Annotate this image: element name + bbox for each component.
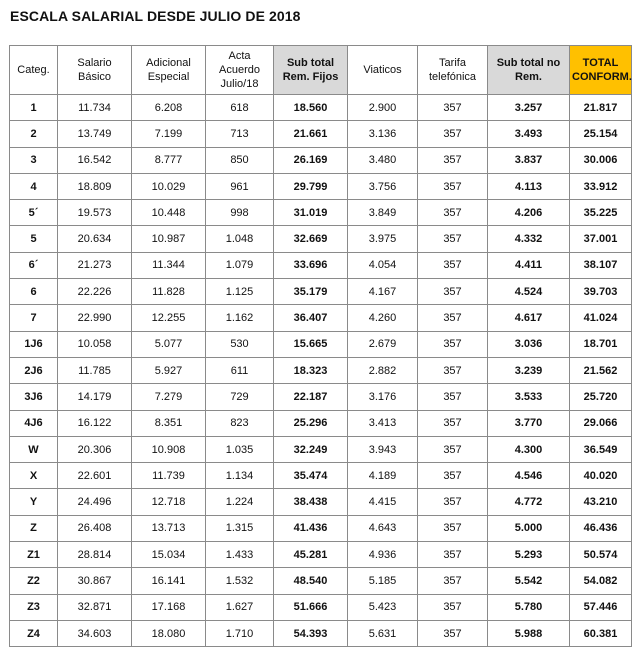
cell-salario-basico: 10.058: [58, 331, 132, 357]
cell-total-conform: 33.912: [570, 173, 632, 199]
table-row: [10, 95, 632, 121]
cell-salario-basico: 21.273: [58, 252, 132, 278]
cell-acta-acuerdo: 1.079: [206, 252, 274, 278]
cell-subtotal-no-rem: 3.837: [488, 147, 570, 173]
cell-tarifa-telefonica: 357: [418, 226, 488, 252]
cell-categ: 3: [10, 147, 58, 173]
cell-total-conform: 41.024: [570, 305, 632, 331]
cell-acta-acuerdo: 1.162: [206, 305, 274, 331]
cell-salario-basico: 32.871: [58, 594, 132, 620]
cell-acta-acuerdo: 1.532: [206, 568, 274, 594]
cell-viaticos: 4.054: [348, 252, 418, 278]
cell-categ: Y: [10, 489, 58, 515]
cell-salario-basico: 13.749: [58, 121, 132, 147]
cell-categ: 1: [10, 95, 58, 121]
cell-tarifa-telefonica: 357: [418, 594, 488, 620]
cell-total-conform: 38.107: [570, 252, 632, 278]
header-categ: Categ.: [10, 46, 58, 95]
cell-adicional-especial: 15.034: [132, 542, 206, 568]
cell-salario-basico: 24.496: [58, 489, 132, 515]
cell-acta-acuerdo: 611: [206, 357, 274, 383]
cell-salario-basico: 19.573: [58, 200, 132, 226]
cell-acta-acuerdo: 713: [206, 121, 274, 147]
cell-adicional-especial: 10.448: [132, 200, 206, 226]
cell-subtotal-rem-fijos: 29.799: [274, 173, 348, 199]
cell-categ: 4: [10, 173, 58, 199]
cell-acta-acuerdo: 1.048: [206, 226, 274, 252]
cell-subtotal-rem-fijos: 22.187: [274, 384, 348, 410]
cell-acta-acuerdo: 1.125: [206, 279, 274, 305]
cell-subtotal-no-rem: 4.332: [488, 226, 570, 252]
table-row: [10, 436, 632, 462]
table-row: [10, 173, 632, 199]
cell-viaticos: 5.185: [348, 568, 418, 594]
cell-categ: X: [10, 463, 58, 489]
table-row: [10, 515, 632, 541]
cell-categ: 5´: [10, 200, 58, 226]
cell-adicional-especial: 8.777: [132, 147, 206, 173]
cell-subtotal-no-rem: 4.546: [488, 463, 570, 489]
cell-subtotal-no-rem: 4.524: [488, 279, 570, 305]
cell-acta-acuerdo: 618: [206, 95, 274, 121]
cell-tarifa-telefonica: 357: [418, 568, 488, 594]
table-row: [10, 305, 632, 331]
cell-subtotal-no-rem: 5.780: [488, 594, 570, 620]
cell-total-conform: 25.720: [570, 384, 632, 410]
cell-viaticos: 3.136: [348, 121, 418, 147]
cell-salario-basico: 30.867: [58, 568, 132, 594]
cell-viaticos: 3.176: [348, 384, 418, 410]
cell-salario-basico: 28.814: [58, 542, 132, 568]
cell-total-conform: 43.210: [570, 489, 632, 515]
cell-viaticos: 3.943: [348, 436, 418, 462]
cell-categ: Z3: [10, 594, 58, 620]
cell-viaticos: 5.423: [348, 594, 418, 620]
table-row: [10, 147, 632, 173]
cell-subtotal-no-rem: 4.411: [488, 252, 570, 278]
cell-adicional-especial: 7.199: [132, 121, 206, 147]
header-viaticos: Viaticos: [348, 46, 418, 95]
cell-subtotal-rem-fijos: 35.474: [274, 463, 348, 489]
cell-salario-basico: 22.990: [58, 305, 132, 331]
cell-tarifa-telefonica: 357: [418, 463, 488, 489]
cell-acta-acuerdo: 1.627: [206, 594, 274, 620]
cell-categ: 6: [10, 279, 58, 305]
cell-subtotal-rem-fijos: 51.666: [274, 594, 348, 620]
cell-subtotal-no-rem: 3.533: [488, 384, 570, 410]
cell-viaticos: 3.413: [348, 410, 418, 436]
cell-total-conform: 36.549: [570, 436, 632, 462]
cell-tarifa-telefonica: 357: [418, 95, 488, 121]
cell-salario-basico: 22.601: [58, 463, 132, 489]
cell-viaticos: 4.415: [348, 489, 418, 515]
cell-acta-acuerdo: 1.134: [206, 463, 274, 489]
cell-adicional-especial: 5.077: [132, 331, 206, 357]
cell-total-conform: 40.020: [570, 463, 632, 489]
cell-subtotal-no-rem: 3.493: [488, 121, 570, 147]
cell-viaticos: 4.936: [348, 542, 418, 568]
cell-tarifa-telefonica: 357: [418, 542, 488, 568]
cell-tarifa-telefonica: 357: [418, 252, 488, 278]
cell-subtotal-rem-fijos: 33.696: [274, 252, 348, 278]
cell-salario-basico: 34.603: [58, 620, 132, 646]
table-body: [10, 95, 632, 647]
cell-total-conform: 35.225: [570, 200, 632, 226]
cell-salario-basico: 11.785: [58, 357, 132, 383]
header-salario-basico: Salario Básico: [58, 46, 132, 95]
cell-total-conform: 57.446: [570, 594, 632, 620]
cell-subtotal-rem-fijos: 31.019: [274, 200, 348, 226]
header-tarifa-telefonica: Tarifa telefónica: [418, 46, 488, 95]
cell-acta-acuerdo: 1.315: [206, 515, 274, 541]
cell-viaticos: 4.189: [348, 463, 418, 489]
cell-subtotal-rem-fijos: 36.407: [274, 305, 348, 331]
cell-total-conform: 60.381: [570, 620, 632, 646]
table-row: [10, 331, 632, 357]
cell-adicional-especial: 10.908: [132, 436, 206, 462]
cell-tarifa-telefonica: 357: [418, 384, 488, 410]
cell-viaticos: 3.975: [348, 226, 418, 252]
cell-categ: Z4: [10, 620, 58, 646]
cell-salario-basico: 20.306: [58, 436, 132, 462]
cell-categ: 1J6: [10, 331, 58, 357]
cell-tarifa-telefonica: 357: [418, 620, 488, 646]
cell-total-conform: 29.066: [570, 410, 632, 436]
cell-subtotal-no-rem: 3.770: [488, 410, 570, 436]
cell-subtotal-no-rem: 3.036: [488, 331, 570, 357]
salary-table: [9, 45, 632, 647]
cell-subtotal-rem-fijos: 25.296: [274, 410, 348, 436]
table-row: [10, 463, 632, 489]
cell-acta-acuerdo: 850: [206, 147, 274, 173]
table-row: [10, 384, 632, 410]
cell-total-conform: 21.562: [570, 357, 632, 383]
cell-tarifa-telefonica: 357: [418, 279, 488, 305]
header-adicional-especial: Adicional Especial: [132, 46, 206, 95]
cell-subtotal-rem-fijos: 45.281: [274, 542, 348, 568]
cell-acta-acuerdo: 998: [206, 200, 274, 226]
table-row: [10, 121, 632, 147]
table-row: [10, 542, 632, 568]
cell-salario-basico: 20.634: [58, 226, 132, 252]
cell-viaticos: 3.849: [348, 200, 418, 226]
header-total-conform: TOTAL CONFORM.: [570, 46, 632, 95]
cell-adicional-especial: 13.713: [132, 515, 206, 541]
cell-total-conform: 18.701: [570, 331, 632, 357]
table-row: [10, 357, 632, 383]
cell-tarifa-telefonica: 357: [418, 121, 488, 147]
cell-adicional-especial: 7.279: [132, 384, 206, 410]
cell-adicional-especial: 18.080: [132, 620, 206, 646]
cell-subtotal-no-rem: 5.542: [488, 568, 570, 594]
cell-acta-acuerdo: 1.433: [206, 542, 274, 568]
cell-adicional-especial: 10.029: [132, 173, 206, 199]
header-subtotal-rem-fijos: Sub total Rem. Fijos: [274, 46, 348, 95]
cell-adicional-especial: 8.351: [132, 410, 206, 436]
table-row: [10, 489, 632, 515]
cell-acta-acuerdo: 961: [206, 173, 274, 199]
header-acta-acuerdo: Acta Acuerdo Julio/18: [206, 46, 274, 95]
cell-salario-basico: 16.122: [58, 410, 132, 436]
cell-acta-acuerdo: 1.035: [206, 436, 274, 462]
cell-tarifa-telefonica: 357: [418, 147, 488, 173]
cell-tarifa-telefonica: 357: [418, 200, 488, 226]
cell-total-conform: 39.703: [570, 279, 632, 305]
cell-subtotal-rem-fijos: 41.436: [274, 515, 348, 541]
cell-salario-basico: 16.542: [58, 147, 132, 173]
cell-categ: Z2: [10, 568, 58, 594]
cell-subtotal-rem-fijos: 15.665: [274, 331, 348, 357]
cell-subtotal-no-rem: 5.988: [488, 620, 570, 646]
cell-salario-basico: 18.809: [58, 173, 132, 199]
cell-categ: 4J6: [10, 410, 58, 436]
header-row: [10, 46, 632, 95]
cell-subtotal-no-rem: 4.206: [488, 200, 570, 226]
cell-acta-acuerdo: 1.710: [206, 620, 274, 646]
cell-subtotal-rem-fijos: 32.249: [274, 436, 348, 462]
cell-subtotal-no-rem: 3.257: [488, 95, 570, 121]
cell-categ: Z1: [10, 542, 58, 568]
cell-viaticos: 2.679: [348, 331, 418, 357]
cell-salario-basico: 11.734: [58, 95, 132, 121]
cell-acta-acuerdo: 1.224: [206, 489, 274, 515]
cell-tarifa-telefonica: 357: [418, 515, 488, 541]
cell-subtotal-no-rem: 4.300: [488, 436, 570, 462]
table-row: [10, 226, 632, 252]
cell-subtotal-no-rem: 4.113: [488, 173, 570, 199]
cell-categ: 6´: [10, 252, 58, 278]
cell-categ: 5: [10, 226, 58, 252]
cell-viaticos: 4.260: [348, 305, 418, 331]
cell-subtotal-no-rem: 4.617: [488, 305, 570, 331]
cell-viaticos: 2.900: [348, 95, 418, 121]
cell-subtotal-rem-fijos: 32.669: [274, 226, 348, 252]
cell-salario-basico: 14.179: [58, 384, 132, 410]
cell-subtotal-no-rem: 5.293: [488, 542, 570, 568]
header-subtotal-no-rem: Sub total no Rem.: [488, 46, 570, 95]
cell-viaticos: 4.643: [348, 515, 418, 541]
cell-adicional-especial: 6.208: [132, 95, 206, 121]
cell-subtotal-rem-fijos: 26.169: [274, 147, 348, 173]
cell-tarifa-telefonica: 357: [418, 331, 488, 357]
table-row: [10, 200, 632, 226]
cell-total-conform: 46.436: [570, 515, 632, 541]
cell-total-conform: 21.817: [570, 95, 632, 121]
cell-subtotal-no-rem: 3.239: [488, 357, 570, 383]
cell-acta-acuerdo: 729: [206, 384, 274, 410]
cell-tarifa-telefonica: 357: [418, 305, 488, 331]
cell-tarifa-telefonica: 357: [418, 436, 488, 462]
cell-subtotal-rem-fijos: 48.540: [274, 568, 348, 594]
cell-total-conform: 50.574: [570, 542, 632, 568]
cell-acta-acuerdo: 530: [206, 331, 274, 357]
table-row: [10, 252, 632, 278]
cell-acta-acuerdo: 823: [206, 410, 274, 436]
cell-viaticos: 5.631: [348, 620, 418, 646]
cell-tarifa-telefonica: 357: [418, 410, 488, 436]
cell-total-conform: 25.154: [570, 121, 632, 147]
cell-subtotal-rem-fijos: 38.438: [274, 489, 348, 515]
cell-total-conform: 30.006: [570, 147, 632, 173]
cell-total-conform: 54.082: [570, 568, 632, 594]
cell-viaticos: 4.167: [348, 279, 418, 305]
cell-subtotal-rem-fijos: 18.323: [274, 357, 348, 383]
table-row: [10, 620, 632, 646]
cell-subtotal-no-rem: 5.000: [488, 515, 570, 541]
cell-categ: W: [10, 436, 58, 462]
cell-subtotal-rem-fijos: 54.393: [274, 620, 348, 646]
cell-adicional-especial: 11.344: [132, 252, 206, 278]
cell-viaticos: 3.756: [348, 173, 418, 199]
cell-subtotal-no-rem: 4.772: [488, 489, 570, 515]
cell-categ: Z: [10, 515, 58, 541]
cell-adicional-especial: 12.718: [132, 489, 206, 515]
page-title: ESCALA SALARIAL DESDE JULIO DE 2018: [10, 8, 301, 24]
cell-adicional-especial: 16.141: [132, 568, 206, 594]
cell-tarifa-telefonica: 357: [418, 357, 488, 383]
cell-adicional-especial: 11.739: [132, 463, 206, 489]
cell-total-conform: 37.001: [570, 226, 632, 252]
table-row: [10, 410, 632, 436]
cell-adicional-especial: 10.987: [132, 226, 206, 252]
cell-tarifa-telefonica: 357: [418, 173, 488, 199]
cell-adicional-especial: 12.255: [132, 305, 206, 331]
cell-categ: 3J6: [10, 384, 58, 410]
table-row: [10, 568, 632, 594]
cell-salario-basico: 22.226: [58, 279, 132, 305]
cell-subtotal-rem-fijos: 21.661: [274, 121, 348, 147]
cell-categ: 7: [10, 305, 58, 331]
cell-tarifa-telefonica: 357: [418, 489, 488, 515]
cell-subtotal-rem-fijos: 35.179: [274, 279, 348, 305]
cell-adicional-especial: 11.828: [132, 279, 206, 305]
cell-subtotal-rem-fijos: 18.560: [274, 95, 348, 121]
cell-categ: 2: [10, 121, 58, 147]
cell-salario-basico: 26.408: [58, 515, 132, 541]
cell-adicional-especial: 17.168: [132, 594, 206, 620]
cell-viaticos: 3.480: [348, 147, 418, 173]
table-row: [10, 279, 632, 305]
table-row: [10, 594, 632, 620]
cell-viaticos: 2.882: [348, 357, 418, 383]
cell-categ: 2J6: [10, 357, 58, 383]
cell-adicional-especial: 5.927: [132, 357, 206, 383]
